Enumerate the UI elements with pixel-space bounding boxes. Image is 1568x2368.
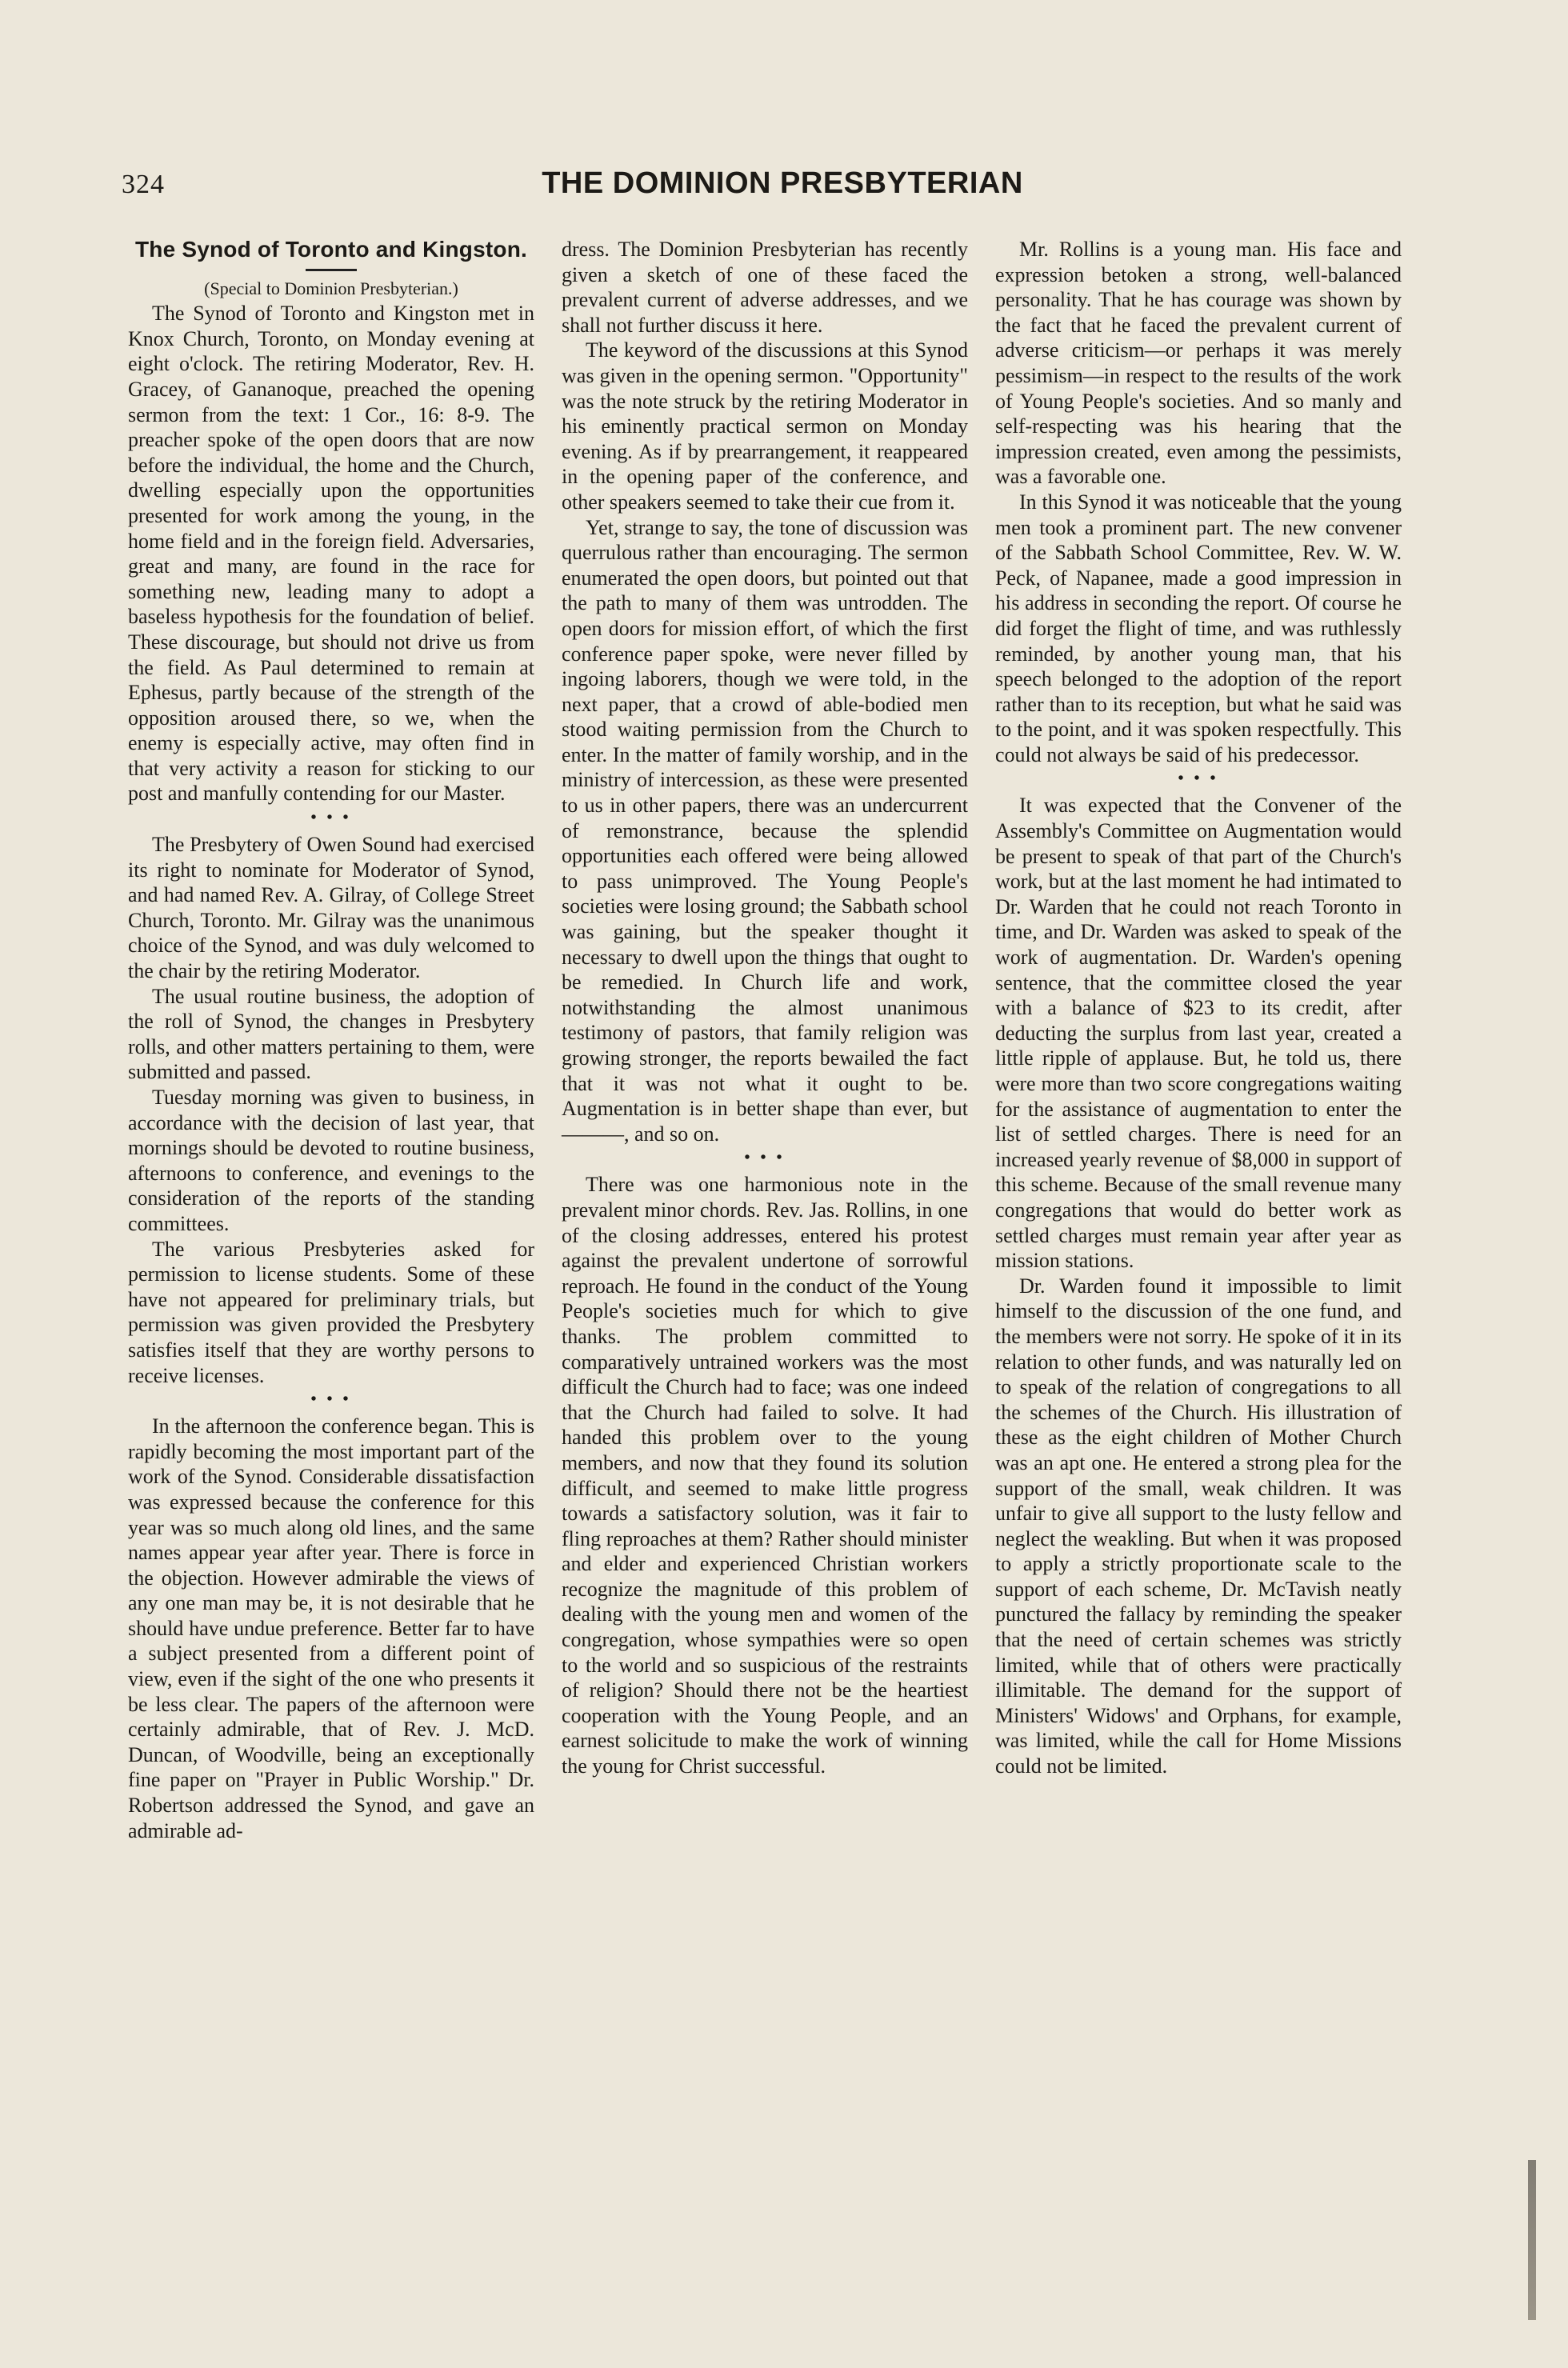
section-separator: • • • [744,1149,786,1167]
paragraph: In the afternoon the conference began. This is rapidly becoming the most important part of the work of the Synod. Considerable dissatisfaction was expressed because the conference for this year was so much along old lines, and the same names appear year after year. There is force in the objection. However admirable the views of any one man may be, it is not desirable that he should have undue preference. Better far to have a subject presented from a different point of view, even if the sight of the one who presents it be less clear. The papers of the afternoon were certainly admirable, that of Rev. J. McD. Duncan, of Woodville, being an exceptionally fine paper on "Prayer in Public Worship." Dr. Robertson addressed the Synod, and gave an admirable ad- [128,1414,534,1842]
paragraph: The Presbytery of Owen Sound had exercised its right to nominate for Moderator of Synod, and had named Rev. A. Gilray, of College Street Church, Toronto. Mr. Gilray was the unanimous choice of the Synod, and was duly welcomed to the chair by the retiring Moderator. [128,833,534,983]
paragraph: Dr. Warden found it impossible to limit himself to the discussion of the one fund, and the members were not sorry. He spoke of it in its relation to other funds, and was naturally led on to speak of the relation of congregations to all the schemes of the Church. His illustration of these as the eight children of Mother Church was an apt one. He entered a strong plea for the support of the small, weak children. It was unfair to give all support to the lusty fellow and neglect the weakling. But when it was proposed to apply a strictly proportionate scale to the support of each scheme, Dr. McTavish neatly punctured the fallacy by reminding the speaker that the need of certain schemes was strictly limited, while that of others were practically illimitable. The demand for the support of Ministers' Widows' and Orphans, for example, was limited, while the call for Home Missions could not be limited. [995,1274,1402,1778]
headline-rule [306,269,357,271]
paragraph: In this Synod it was noticeable that the young men took a prominent part. The new convener of the Sabbath School Committee, Rev. W. W. Peck, of Napanee, made a good impression in his address in seconding the report. Of course he did forget the flight of time, and was ruthlessly reminded, by another young man, that his speech belonged to the adoption of the report rather than to its reception, but what he said was to the point, and it was spoken respectfully. This could not always be said of his predecessor. [995,490,1402,766]
paragraph: There was one harmonious note in the prevalent minor chords. Rev. Jas. Rollins, in one of the closing addresses, entered his protest against the prevalent undertone of sorrowful reproach. He found in the conduct of the Young People's societies much for which to give thanks. The problem committed to comparatively untrained workers was the most difficult the Church had to face; was one indeed that the Church had failed to solve. It had handed this problem over to the young members, and now that they found its solution difficult, and seemed to make little progress towards a satisfactory solution, was it fair to fling reproaches at them? Rather should minister and elder and experienced Christian workers recognize the magnitude of this problem of dealing with the young men and women of the congregation, whose sympathies were so open to the world and so suspicious of the restraints of religion? Should there not be the heartiest cooperation with the Young People, and an earnest solicitude to make the work of winning the young for Christ successful. [562,1173,968,1778]
scan-edge-shadow [1528,2160,1536,2320]
section-separator: • • • [310,1390,352,1409]
paragraph: Tuesday morning was given to business, in accordance with the decision of last year, that mornings should be devoted to routine business, afternoons to conference, and evenings to the consideration of the reports of the standing committees. [128,1086,534,1235]
column-1 [128,237,534,1843]
paragraph: It was expected that the Convener of the Assembly's Committee on Augmentation would be present to speak of that part of the Church's work, but at the last moment he had intimated to Dr. Warden that he could not reach Toronto in time, and Dr. Warden was asked to speak of the work of augmentation. Dr. Warden's opening sentence, that the committee closed the year with a balance of $23 to its credit, after deducting the surplus from last year, created a little ripple of applause. But, he told us, there were more than two score congregations waiting for the assistance of augmentation to enter the list of settled charges. There is need for an increased yearly revenue of $8,000 in support of this scheme. Because of the small revenue many congregations that would do better work as settled charges must remain year after year as mission stations. [995,794,1402,1273]
section-separator: • • • [1178,770,1219,788]
section-separator: • • • [310,809,352,827]
page-number: 324 [122,170,165,199]
paragraph: The various Presbyteries asked for permission to license students. Some of these have not appeared for preliminary trials, but permission was given provided the Presbytery satisfies itself that they are worthy persons to receive licenses. [128,1237,534,1387]
paragraph: The Synod of Toronto and Kingston met in Knox Church, Toronto, on Monday evening at eight o'clock. The retiring Moderator, Rev. H. Gracey, of Gananoque, preached the opening sermon from the text: 1 Cor., 16: 8-9. The preacher spoke of the open doors that are now before the individual, the home and the Church, dwelling especially upon the opportunities presented for work among the young, in the home field and in the foreign field. Adversaries, great and many, are found in the race for something new, leading many to adopt a baseless hypothesis for the foundation of belief. These discourage, but should not drive us from the field. As Paul determined to remain at Ephesus, partly because of the strength of the opposition aroused there, so we, when the enemy is especially active, may often find in that very activity a reason for sticking to our post and manfully contending for our Master. [128,302,534,806]
masthead-title: THE DOMINION PRESBYTERIAN [542,166,1023,200]
page-header [122,166,1443,218]
column-2 [562,237,968,1779]
paragraph: The usual routine business, the adoption of the roll of Synod, the changes in Presbytery rolls, and other matters pertaining to them, were submitted and passed. [128,984,534,1084]
article-headline: The Synod of Toronto and Kingston. [135,237,527,262]
column-3 [995,237,1402,1779]
article-byline: (Special to Dominion Presbyterian.) [204,278,458,298]
paragraph: Yet, strange to say, the tone of discussion was querrulous rather than encouraging. The sermon enumerated the open doors, but pointed out that the path to many of them was untrodden. The open doors for mission effort, of which the first conference paper spoke, were never filled by ingoing laborers, though we were told, in the next paper, that a crowd of able-bodied men stood waiting permission from the Church to enter. In the matter of family worship, and in the ministry of intercession, as these were presented to us in other papers, there was an undercurrent of remonstrance, because the splendid opportunities each offered were being allowed to pass unimproved. The Young People's societies were losing ground; the Sabbath school was gaining, but the speaker thought it necessary to dwell upon the things that ought to be remedied. In Church life and work, notwithstanding the almost unanimous testimony of pastors, that family religion was growing stronger, the reports bewailed the fact that it was not what it ought to be. Augmentation is in better shape than ever, but ———, and so on. [562,515,968,1146]
paragraph: dress. The Dominion Presbyterian has recently given a sketch of one of these faced the prevalent current of adverse addresses, and we shall not further discuss it here. [562,238,968,337]
paragraph: Mr. Rollins is a young man. His face and expression betoken a strong, well-balanced personality. That he has courage was shown by the fact that he faced the prevalent current of adverse criticism—or perhaps it was merely pessimism—in respect to the results of the work of Young People's societies. And so manly and self-respecting was his hearing that the impression created, even among the pessimists, was a favorable one. [995,238,1402,489]
paragraph: The keyword of the discussions at this Synod was given in the opening sermon. "Opportunity" was the note struck by the retiring Moderator in his eminently practical sermon on Monday evening. As if by prearrangement, it reappeared in the opening paper of the conference, and other speakers seemed to take their cue from it. [562,338,968,514]
